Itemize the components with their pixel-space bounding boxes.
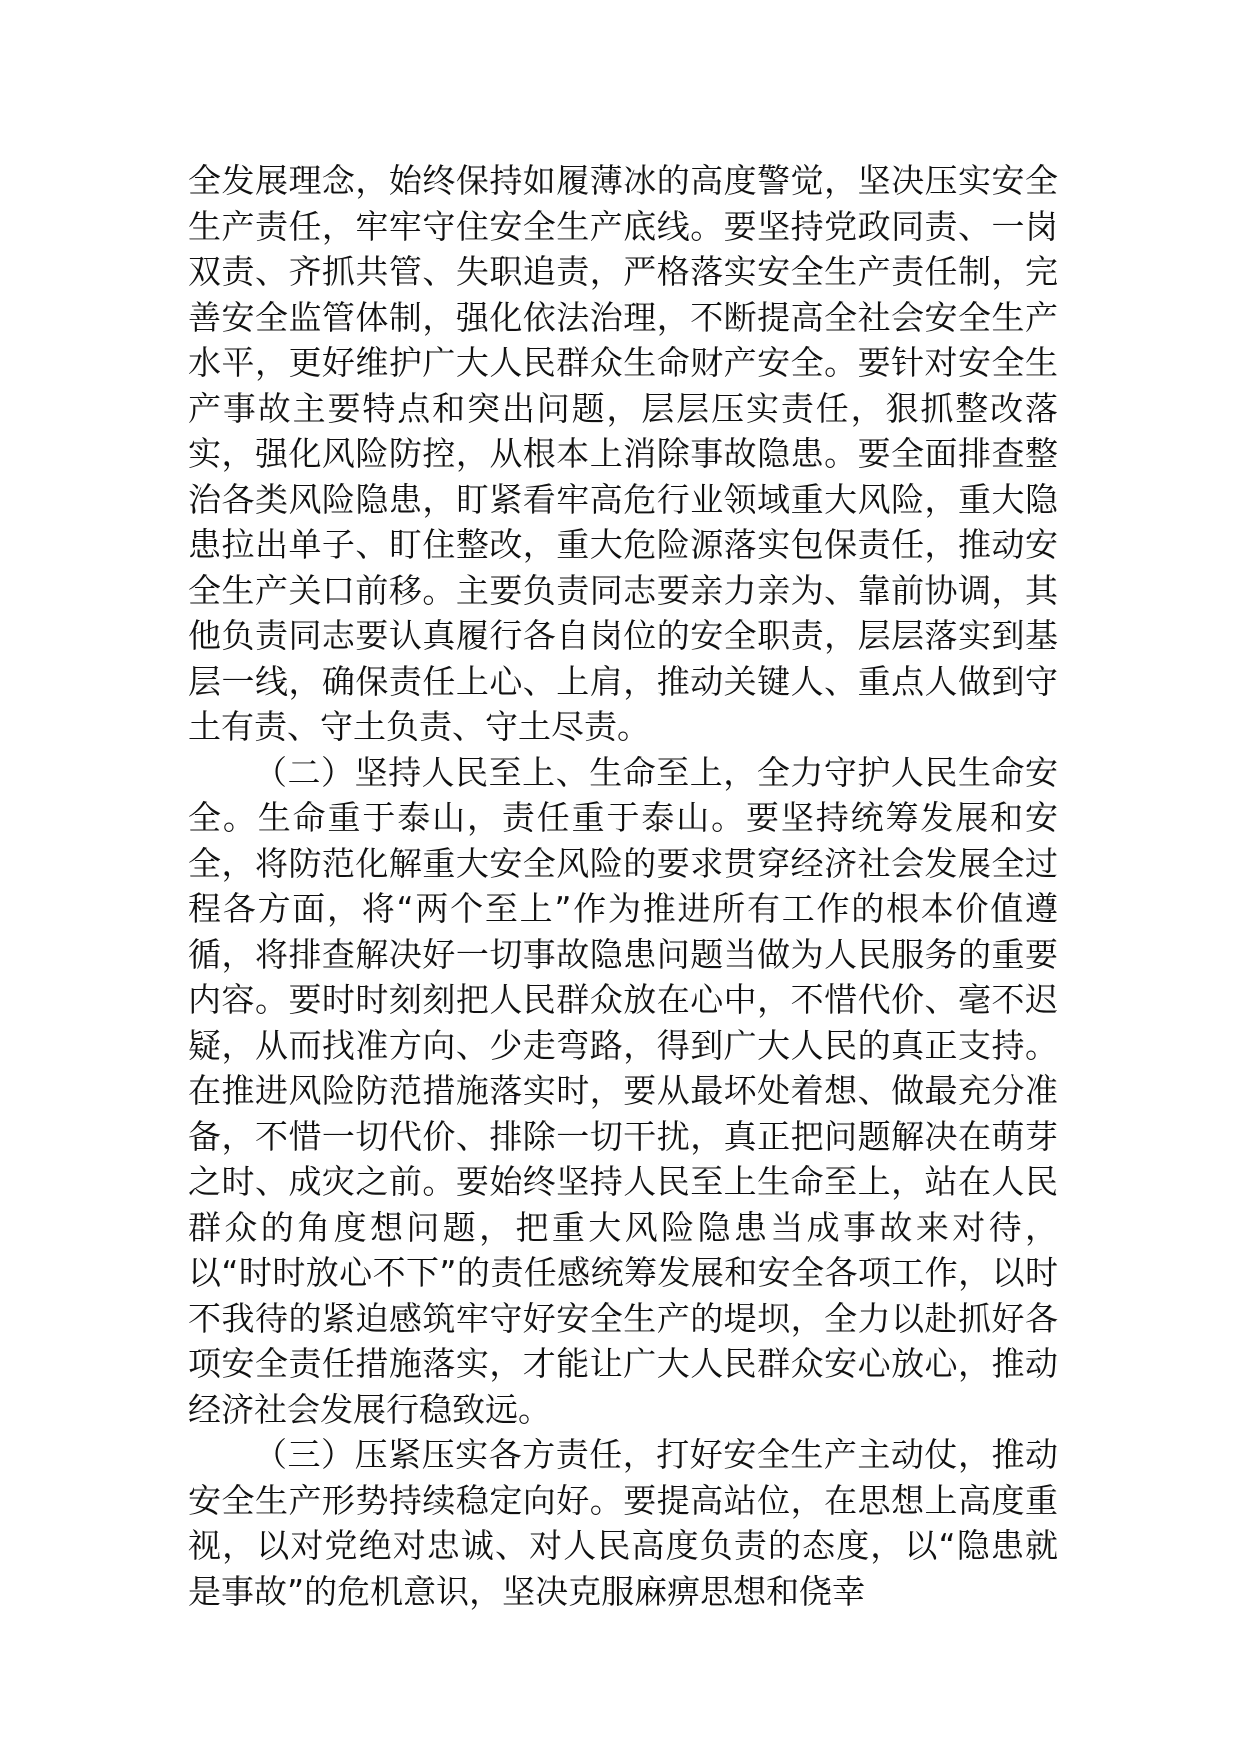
paragraph-section-two: （二）坚持人民至上、生命至上，全力守护人民生命安全。生命重于泰山，责任重于泰山。要坚持统筹发展和安全，将防范化解重大安全风险的要求贯穿经济社会发展全过程各方面，将“两个至上”作为推进所有工作的根本价值遵循，将排查解决好一切事故隐患问题当做为人民服务的重要内容。要时时刻刻把人民群众放在心中，不惜代价、毫不迟疑，从而找准方向、少走弯路，得到广大人民的真正支持。在推进风险防范措施落实时，要从最坏处着想、做最充分准备，不惜一切代价、排除一切干扰，真正把问题解决在萌芽之时、成灾之前。要始终坚持人民至上生命至上，站在人民群众的角度想问题，把重大风险隐患当成事故来对待，以“时时放心不下”的责任感统筹发展和安全各项工作，以时不我待的紧迫感筑牢守好安全生产的堤坝，全力以赴抓好各项安全责任措施落实，才能让广大人民群众安心放心，推动经济社会发展行稳致远。 bbox=[188, 752, 1058, 1429]
paragraph-continuation: 全发展理念，始终保持如履薄冰的高度警觉，坚决压实安全生产责任，牢牢守住安全生产底线。要坚持党政同责、一岗双责、齐抓共管、失职追责，严格落实安全生产责任制，完善安全监管体制，强化依法治理，不断提高全社会安全生产水平，更好维护广大人民群众生命财产安全。要针对安全生产事故主要特点和突出问题，层层压实责任，狠抓整改落实，强化风险防控，从根本上消除事故隐患。要全面排查整治各类风险隐患，盯紧看牢高危行业领域重大风险，重大隐患拉出单子、盯住整改，重大危险源落实包保责任，推动安全生产关口前移。主要负责同志要亲力亲为、靠前协调，其他负责同志要认真履行各自岗位的安全职责，层层落实到基层一线，确保责任上心、上肩，推动关键人、重点人做到守土有责、守土负责、守土尽责。 bbox=[188, 161, 1058, 746]
paragraph-section-three: （三）压紧压实各方责任，打好安全生产主动仗，推动安全生产形势持续稳定向好。要提高站位，在思想上高度重视，以对党绝对忠诚、对人民高度负责的态度，以“隐患就是事故”的危机意识，坚决克服麻痹思想和侥幸 bbox=[188, 1435, 1058, 1611]
document-body bbox=[188, 158, 1058, 1614]
